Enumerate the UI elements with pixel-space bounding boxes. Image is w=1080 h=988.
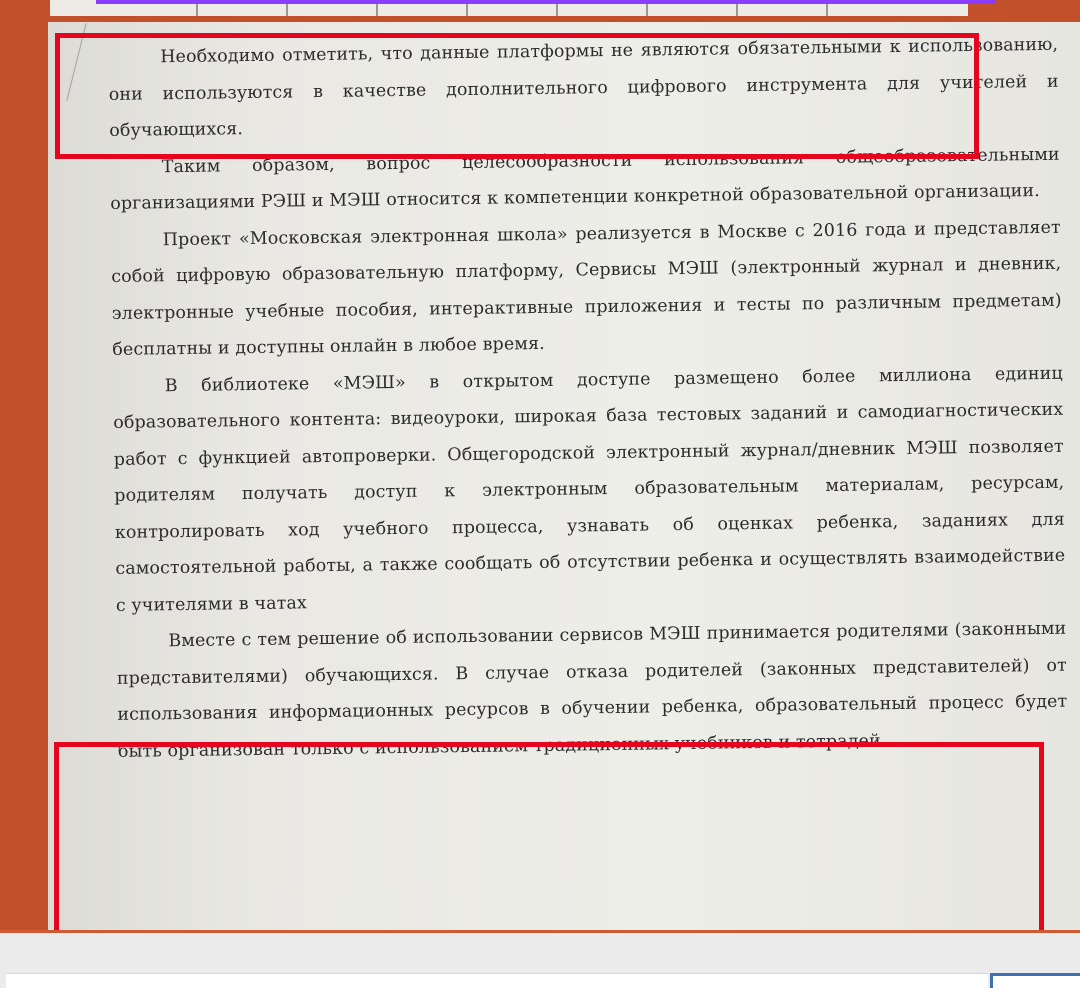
paragraph-parents-decision: Вместе с тем решение об использовании сервисов МЭШ принимается родителями (законными представителями) обучающихся. В случае отказа родителей (законных представителей) от использования информационных ресурсов в обучении ребенка, образовательный процесс будет быть организован только с использованием традиционных учебников и тетрадей. bbox=[116, 618, 1068, 762]
send-button[interactable] bbox=[990, 973, 1080, 988]
highlight-box-top bbox=[55, 33, 979, 159]
message-input[interactable] bbox=[6, 973, 988, 988]
paragraph-mesh-library: В библиотеке «МЭШ» в открытом доступе размещено более миллиона единиц образовательного контента: видеоуроки, широкая база тестовых заданий и самодиагностических работ с функцией автопроверки. Общегородской электронный журнал/дневник МЭШ позволяет родителям получать доступ к электронным образовательным материалам, ресурсам, контролировать ход учебного процесса, узнавать об оценках ребенка, заданиях для самостоятельной работы, а также сообщать об отсутствии ребенка и осуществлять взаимодействие с учителями в чатах bbox=[113, 363, 1066, 616]
bottom-bar bbox=[0, 933, 1080, 988]
paragraph-optional-platforms: Необходимо отметить, что данные платформы не являются обязательными к использованию, они используются в качестве дополнительного цифрового инструмента для учителей и обучающихся. bbox=[108, 34, 1059, 141]
previous-photo-edge bbox=[50, 0, 968, 16]
paragraph-competence: Таким образом, вопрос целесообразности использования общеобразовательными организациями РЭШ и МЭШ относится к компетенции конкретной образовательной организации. bbox=[110, 144, 1060, 214]
cropped-text-line bbox=[170, 4, 910, 16]
highlight-box-bottom bbox=[54, 742, 1044, 942]
paragraph-mesh-project: Проект «Московская электронная школа» реализуется в Москве с 2016 года и представляет собой цифровую образовательную платформу, Сервисы МЭШ (электронный журнал и дневник, электронные учебные пособия, интерактивные приложения и тесты по различным предметам) бесплатны и доступны онлайн в любое время. bbox=[111, 217, 1062, 360]
